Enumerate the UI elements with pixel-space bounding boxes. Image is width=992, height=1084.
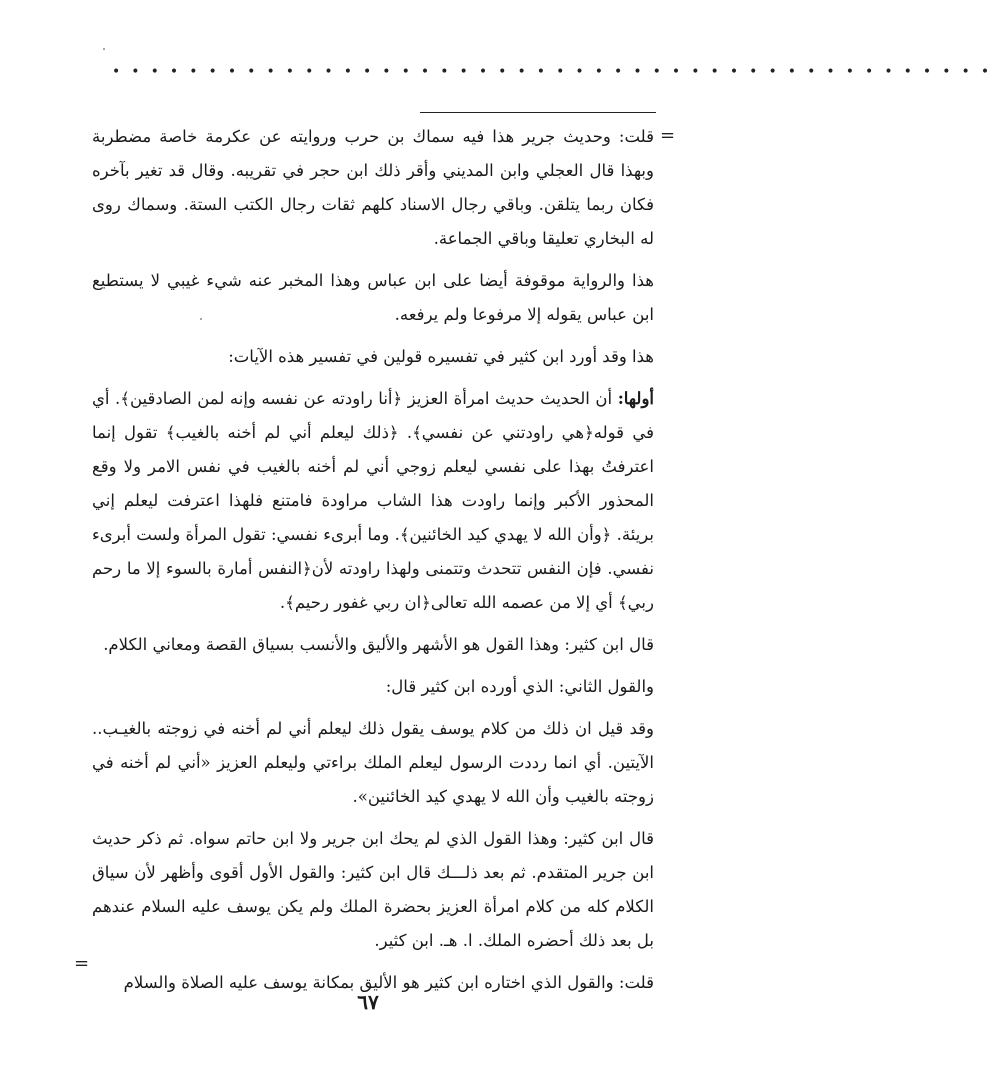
paragraph <box>92 120 654 256</box>
paragraph <box>92 712 654 814</box>
paragraph-lead: أولها: <box>617 389 654 408</box>
paragraph-text: قال ابن كثير: وهذا القول الذي لم يحك ابن جرير ولا ابن حاتم سواه. ثم ذكر حديث ابن جرير المتقدم. ثم بعد ذلـــك قال ابن كثير: والقول الأول أقوى وأظهر لأن سياق الكلام كله من كلام امرأة العزيز بحضرة الملك ولم يكن يوسف عليه السلام عندهم بل بعد ذلك أحضره الملك. ا. هـ. ابن كثير. <box>92 829 654 950</box>
paragraph-text: قلت: وحديث جرير هذا فيه سماك بن حرب وروايته عن عكرمة خاصة مضطربة وبهذا قال العجلي وابن المديني وأقر ذلك ابن حجر في تقريبه. وقال قد تغير بآخره فكان ربما يتلقن. وباقي رجال الاسناد كلهم ثقات رجال الكتب الستة. وسماك روى له البخاري تعليقا وباقي الجماعة. <box>92 127 654 248</box>
paragraph-text: والقول الثاني: الذي أورده ابن كثير قال: <box>385 677 654 696</box>
page-body <box>92 120 654 1008</box>
page-speck <box>103 48 105 50</box>
paragraph-text: هذا وقد أورد ابن كثير في تفسيره قولين في تفسير هذه الآيات: <box>228 347 654 366</box>
paragraph-text: قال ابن كثير: وهذا القول هو الأشهر والأليق والأنسب بسياق القصة ومعاني الكلام. <box>103 635 654 654</box>
paragraph <box>92 382 654 620</box>
page-number: ٦٧ <box>357 990 379 1014</box>
paragraph <box>92 340 654 374</box>
paragraph <box>92 264 654 332</box>
paragraph <box>92 670 654 704</box>
paragraph <box>92 628 654 662</box>
continuation-mark-top: = <box>660 125 676 146</box>
paragraph-text: أن الحديث حديث امرأة العزيز ﴿أنا راودته عن نفسه وإنه لمن الصادقين﴾. أي في قوله﴿هي راودتني عن نفسي﴾. ﴿ذلك ليعلم أني لم أخنه بالغيب﴾ تقول إنما اعترفتُ بهذا على نفسي ليعلم زوجي أني لم أخنه بالغيب في نفس الامر ولا وقع المحذور الأكبر وإنما راودت هذا الشاب مراودة فامتنع فلهذا اعترفت ليعلم إني بريئة. ﴿وأن الله لا يهدي كيد الخائنين﴾. وما أبرىء نفسي: تقول المرأة ولست أبرىء نفسي. فإن النفس تتحدث وتتمنى ولهذا راودته لأن﴿النفس أمارة بالسوء إلا ما رحم ربي﴾ أي إلا من عصمه الله تعالى﴿ان ربي غفور رحيم﴾. <box>92 389 654 612</box>
top-dotted-line: • • • • • • • • • • • • • • • • • • • • • • • • • • • • • • • • • • • • • • • • • • • • • • <box>112 64 992 80</box>
paragraph-text: قلت: والقول الذي اختاره ابن كثير هو الأليق بمكانة يوسف عليه الصلاة والسلام <box>123 973 654 992</box>
paragraph <box>92 822 654 958</box>
paragraph-text: هذا والرواية موقوفة أيضا على ابن عباس وهذا المخبر عنه شيء غيبي لا يستطيع ابن عباس يقوله إلا مرفوعا ولم يرفعه. <box>92 271 654 324</box>
footnote-separator-rule <box>420 112 656 113</box>
paragraph-text: وقد قيل ان ذلك من كلام يوسف يقول ذلك ليعلم أني لم أخنه في زوجته بالغيـب.. الآيتين. أي انما رددت الرسول ليعلم الملك براءتي وليعلم العزيز «أني لم أخنه في زوجته بالغيب وأن الله لا يهدي كيد الخائنين». <box>92 719 654 806</box>
continuation-mark-bottom: = <box>74 953 90 974</box>
